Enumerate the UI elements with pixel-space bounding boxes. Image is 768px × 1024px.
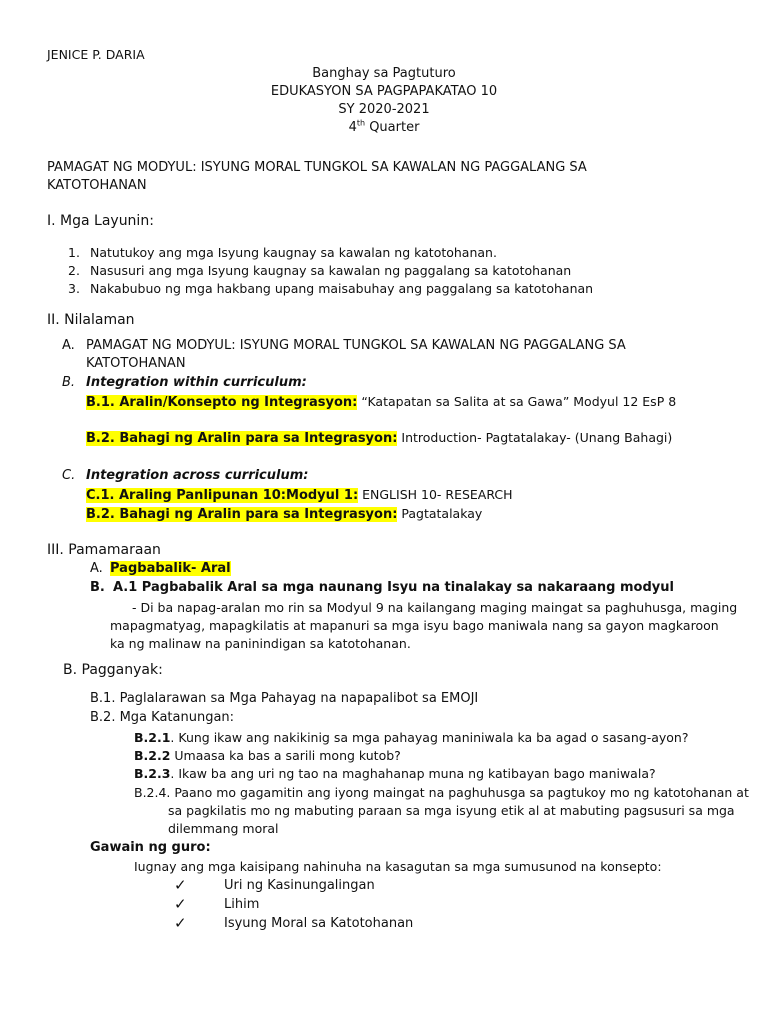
checkmark-icon: ✓ xyxy=(174,876,187,894)
author-name: JENICE P. DARIA xyxy=(47,47,145,62)
modyul-title-line2: KATOTOHANAN xyxy=(47,178,147,193)
question-text: Umaasa ka bas a sarili mong kutob? xyxy=(170,748,401,763)
section3-a-label xyxy=(110,561,231,577)
header-title: Banghay sa Pagtuturo xyxy=(312,66,456,81)
section2-c-letter: C. xyxy=(62,468,76,483)
objective-num: 3. xyxy=(68,281,80,296)
quarter-word: Quarter xyxy=(365,120,420,135)
integration-c2-text: Pagtatalakay xyxy=(397,506,483,521)
section3-b-letter: B. xyxy=(90,580,105,595)
question-b22 xyxy=(134,748,401,763)
section1-heading: I. Mga Layunin: xyxy=(47,213,154,229)
integration-b1-label: B.1. Aralin/Konsepto ng Integrasyon: xyxy=(86,395,358,410)
integration-c2-label: B.2. Bahagi ng Aralin para sa Integrasyon: xyxy=(86,507,398,522)
objective-text: Nasusuri ang mga Isyung kaugnay sa kawalan ng paggalang sa katotohanan xyxy=(90,263,572,278)
quarter-superscript: th xyxy=(356,118,366,128)
question-b24-line3: dilemmang moral xyxy=(168,821,279,836)
pagganyak-b1: B.1. Paglalarawan sa Mga Pahayag na napapalibot sa EMOJI xyxy=(90,691,479,706)
section3-heading: III. Pamamaraan xyxy=(47,542,161,558)
checklist-item: Lihim xyxy=(224,897,260,912)
gawain-heading: Gawain ng guro: xyxy=(90,840,211,855)
checklist-item: Uri ng Kasinungalingan xyxy=(224,878,375,893)
pagganyak-heading: B. Pagganyak: xyxy=(63,662,163,678)
section2-a-title: PAMAGAT NG MODYUL: ISYUNG MORAL TUNGKOL SA KAWALAN NG PAGGALANG SA xyxy=(86,338,626,353)
integration-c1-text: ENGLISH 10- RESEARCH xyxy=(358,487,513,502)
review-paragraph-line2: mapagmatyag, mapagkilatis at mapanuri sa mga isyu bago maniwala nang sa gayon magkaroon xyxy=(110,618,719,633)
checkmark-icon: ✓ xyxy=(174,895,187,913)
integration-b1 xyxy=(86,394,676,411)
section2-heading: II. Nilalaman xyxy=(47,312,135,328)
objective-text: Nakabubuo ng mga hakbang upang maisabuhay ang paggalang sa katotohanan xyxy=(90,281,594,296)
checkmark-icon: ✓ xyxy=(174,914,187,932)
question-text: . Kung ikaw ang nakikinig sa mga pahayag maniniwala ka ba agad o sasang-ayon? xyxy=(170,730,689,745)
checklist-item: Isyung Moral sa Katotohanan xyxy=(224,916,414,931)
question-text: Paano mo gagamitin ang iyong maingat na paghuhusga sa pagtukoy mo ng katotohanan at xyxy=(170,785,749,800)
quarter-number: 4 xyxy=(348,120,357,135)
section3-a-letter: A. xyxy=(90,561,103,576)
objective-text: Natutukoy ang mga Isyung kaugnay sa kawalan ng katotohanan. xyxy=(90,245,497,260)
review-paragraph-line3: ka ng malinaw na paninindigan sa katotohanan. xyxy=(110,636,411,651)
question-label: B.2.3 xyxy=(134,766,171,781)
question-text: . Ikaw ba ang uri ng tao na maghahanap muna ng katibayan bago maniwala? xyxy=(170,766,656,781)
question-b21 xyxy=(134,730,688,745)
pagbabalik-aral-highlight: Pagbabalik- Aral xyxy=(110,561,231,576)
question-label: B.2.1 xyxy=(134,730,171,745)
section2-a-letter: A. xyxy=(62,338,75,353)
gawain-text: Iugnay ang mga kaisipang nahinuha na kasagutan sa mga sumusunod na konsepto: xyxy=(134,859,662,874)
pagganyak-b2: B.2. Mga Katanungan: xyxy=(90,710,235,725)
section2-b-letter: B. xyxy=(62,375,76,390)
integration-c1-label: C.1. Araling Panlipunan 10:Modyul 1: xyxy=(86,488,359,503)
objective-num: 2. xyxy=(68,263,80,278)
question-label: B.2.4. xyxy=(134,785,171,800)
header-quarter xyxy=(0,120,768,136)
integration-b1-text: “Katapatan sa Salita at sa Gawa” Modyul 12 EsP 8 xyxy=(357,394,677,409)
question-b24-line2: sa pagkilatis mo ng mabuting paraan sa mga isyung etik al at mabuting pagsusuri sa mga xyxy=(168,803,735,818)
question-b23 xyxy=(134,766,656,781)
section3-b-label: A.1 Pagbabalik Aral sa mga naunang Isyu na tinalakay sa nakaraang modyul xyxy=(113,580,674,595)
integration-b2-label: B.2. Bahagi ng Aralin para sa Integrasyon: xyxy=(86,431,398,446)
integration-within-title: Integration within curriculum: xyxy=(86,375,307,390)
integration-across-title: Integration across curriculum: xyxy=(86,468,309,483)
integration-b2-text: Introduction- Pagtatalakay- (Unang Bahagi) xyxy=(397,430,673,445)
objective-num: 1. xyxy=(68,245,80,260)
header-school-year: SY 2020-2021 xyxy=(338,102,430,117)
question-b24 xyxy=(134,785,749,800)
integration-c2 xyxy=(86,506,482,523)
integration-c1 xyxy=(86,487,513,504)
header-subject: EDUKASYON SA PAGPAPAKATAO 10 xyxy=(270,84,498,99)
modyul-title: PAMAGAT NG MODYUL: ISYUNG MORAL TUNGKOL SA KAWALAN NG PAGGALANG SA xyxy=(47,160,587,175)
review-paragraph-line1: - Di ba napag-aralan mo rin sa Modyul 9 na kailangang maging maingat sa paghuhusga, maging xyxy=(132,600,738,615)
section2-a-title-line2: KATOTOHANAN xyxy=(86,356,186,371)
integration-b2 xyxy=(86,430,672,447)
question-label: B.2.2 xyxy=(134,748,171,763)
